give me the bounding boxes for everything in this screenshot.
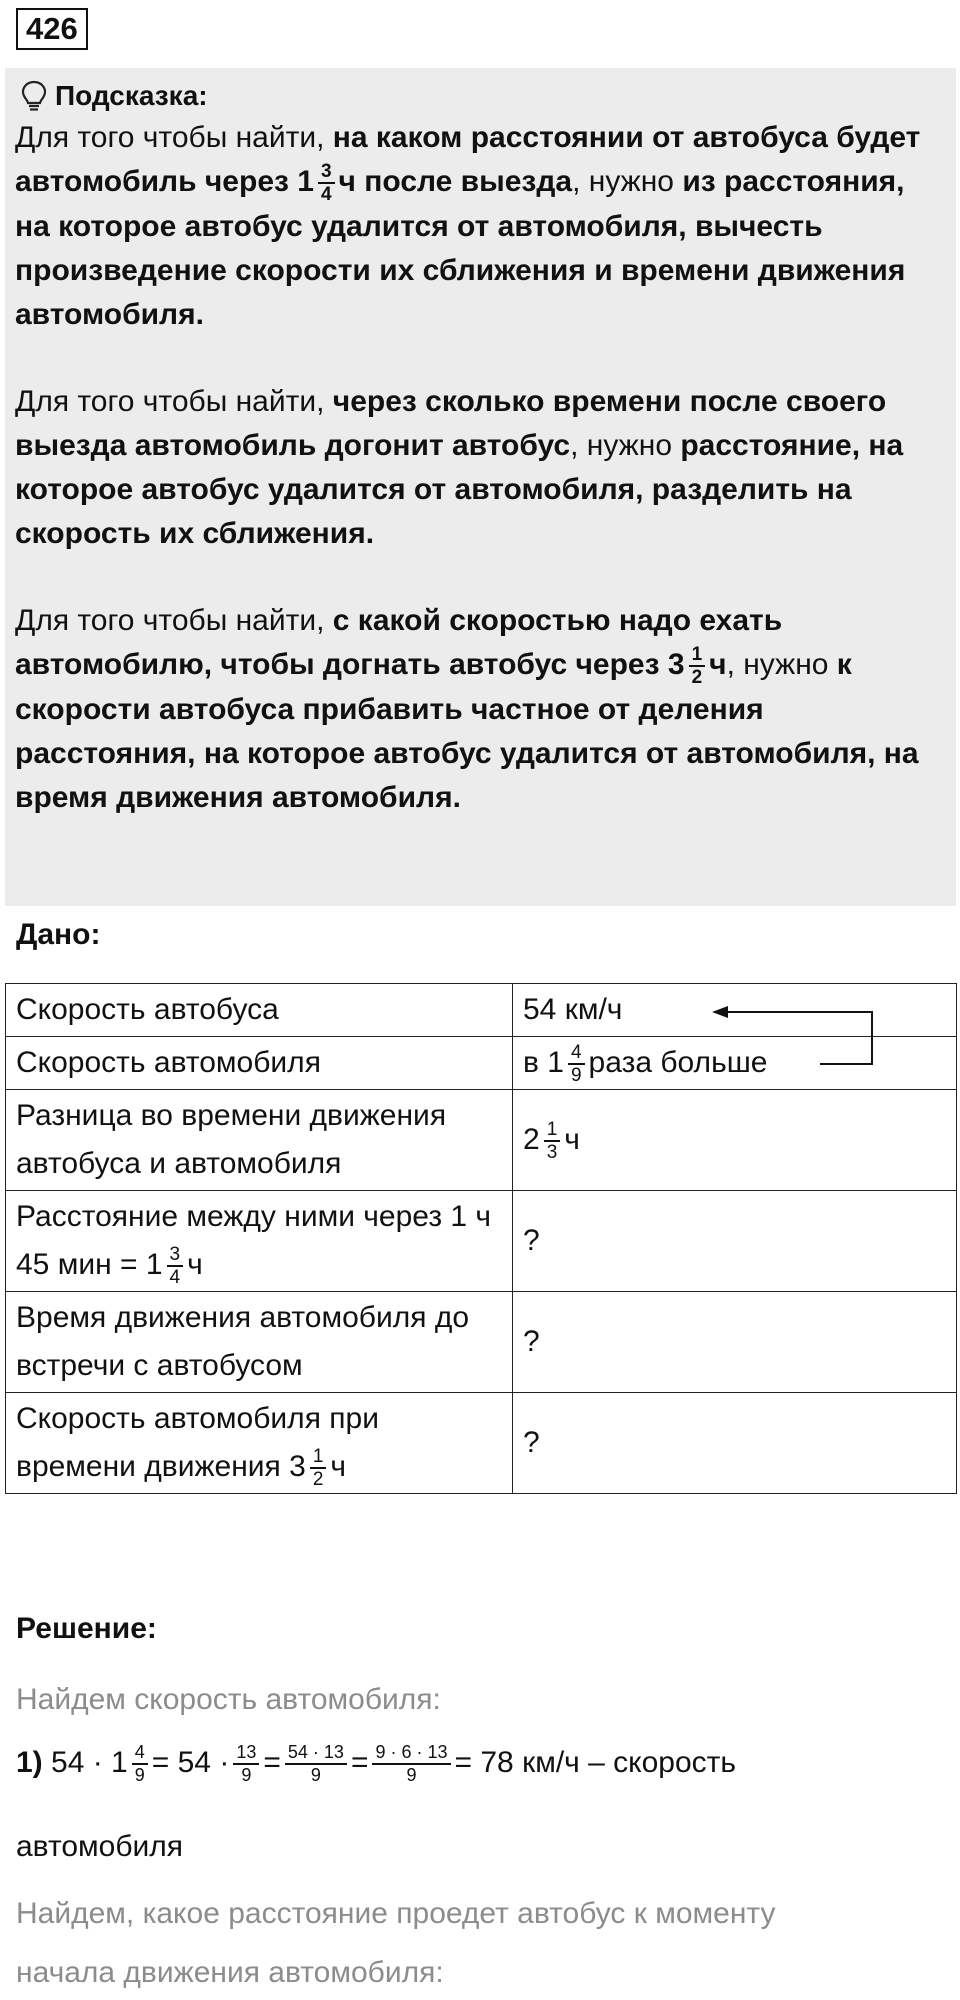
hint-bold-text: ч после выезда	[338, 165, 573, 198]
fraction-denominator: 9	[406, 1765, 417, 1785]
table-cell-label	[6, 1191, 513, 1292]
fraction-denominator: 9	[241, 1765, 252, 1785]
table-cell-value: ?	[513, 1393, 957, 1494]
table-cell-label: Скорость автобуса	[6, 984, 513, 1037]
fraction-numerator: 3	[167, 1244, 184, 1267]
fraction	[544, 1119, 561, 1163]
fraction-numerator: 54 · 13	[285, 1742, 347, 1765]
equation-text: 54 · 1	[51, 1745, 128, 1779]
fraction-numerator: 1	[689, 644, 706, 667]
given-title: Дано:	[16, 918, 101, 951]
step-number: 1)	[16, 1745, 43, 1779]
table-cell-value	[513, 1037, 957, 1090]
hint-paragraph-2	[15, 380, 946, 556]
fraction	[689, 644, 706, 688]
table-cell-label	[6, 1393, 513, 1494]
fraction-denominator: 2	[691, 667, 703, 689]
fraction-numerator: 9 · 6 · 13	[372, 1742, 450, 1765]
label-text: Расстояние между ними через 1 ч 45 мин = 1	[16, 1200, 492, 1281]
fraction-denominator: 9	[570, 1065, 582, 1087]
fraction-numerator: 4	[568, 1042, 585, 1065]
hint-text: , нужно	[572, 165, 683, 198]
fraction	[285, 1742, 347, 1786]
fraction	[167, 1244, 184, 1288]
table-cell-value	[513, 1090, 957, 1191]
fraction-denominator: 3	[546, 1142, 558, 1164]
equals-sign: =	[263, 1745, 281, 1779]
hint-bold-text: расстояние, на которое автобус удалится от автомобиля, разделить на скорость их сближения.	[15, 429, 904, 551]
hint-text: Для того чтобы найти,	[15, 385, 333, 419]
lightbulb-icon	[21, 80, 47, 112]
hint-text: , нужно	[726, 648, 837, 682]
fraction-denominator: 9	[310, 1765, 321, 1785]
fraction	[132, 1742, 148, 1786]
hint-paragraph-3	[15, 599, 946, 820]
fraction-numerator: 3	[318, 161, 335, 184]
table-cell-label: Разница во времени движения автобуса и автомобиля	[6, 1090, 513, 1191]
fraction	[233, 1742, 259, 1786]
table-cell-label: Время движения автомобиля до встречи с автобусом	[6, 1292, 513, 1393]
fraction-denominator: 4	[169, 1267, 181, 1289]
value-text: раза больше	[588, 1046, 768, 1079]
hint-text: Для того чтобы найти,	[15, 121, 333, 154]
table-row	[6, 1191, 957, 1292]
table-cell-value: ?	[513, 1191, 957, 1292]
fraction	[310, 1446, 327, 1490]
hint-title: Подсказка:	[55, 80, 208, 111]
hint-bold-text: ч	[709, 648, 727, 682]
fraction	[318, 161, 335, 205]
equation-text: = 78 км/ч – скорость	[454, 1745, 737, 1779]
fraction-numerator: 1	[310, 1446, 327, 1469]
fraction-denominator: 9	[134, 1765, 145, 1785]
value-text: ч	[564, 1123, 580, 1156]
hint-bold-text: с какой скоростью надо ехать автомобилю, чтобы догнать автобус через 3	[15, 604, 783, 682]
table-cell-label: Скорость автомобиля	[6, 1037, 513, 1090]
table-row	[6, 1393, 957, 1494]
table-cell-value: ?	[513, 1292, 957, 1393]
step1-continuation: автомобиля	[16, 1830, 184, 1863]
table-cell-value: 54 км/ч	[513, 984, 957, 1037]
label-text: ч	[330, 1450, 347, 1483]
hint-text: Для того чтобы найти,	[15, 604, 333, 638]
hint-bold-text: через сколько времени после своего выезда автомобиль догонит автобус	[15, 385, 887, 463]
fraction-denominator: 2	[312, 1469, 324, 1491]
table-row	[6, 1090, 957, 1191]
fraction-denominator: 4	[320, 184, 332, 206]
equation-text: = 54 ·	[151, 1745, 230, 1779]
table-row	[6, 1292, 957, 1393]
fraction	[568, 1042, 585, 1086]
solution-title: Решение:	[16, 1612, 157, 1645]
hint-header	[15, 76, 946, 116]
step1-intro: Найдем скорость автомобиля:	[16, 1683, 441, 1716]
fraction	[372, 1742, 450, 1786]
hint-bold-text: на каком расстоянии от автобуса будет автомобиль через 1	[15, 121, 921, 198]
fraction-numerator: 1	[544, 1119, 561, 1142]
hint-box	[5, 68, 956, 906]
hint-paragraph-1	[15, 116, 946, 337]
given-table	[5, 983, 957, 1494]
hint-bold-text: к скорости автобуса прибавить частное от деления расстояния, на которое автобус удалится от автомобиля, на время движения автомобиля.	[15, 648, 919, 815]
table-row	[6, 984, 957, 1037]
label-text: ч	[187, 1248, 203, 1281]
fraction-numerator: 4	[132, 1742, 148, 1765]
table-row	[6, 1037, 957, 1090]
task-number: 426	[16, 8, 88, 50]
hint-bold-text: из расстояния, на которое автобус удалится от автомобиля, вычесть произведение скорости их сближения и времени движения автомобиля.	[15, 165, 906, 332]
equals-sign: =	[350, 1745, 369, 1779]
step1-equation	[16, 1742, 736, 1786]
step2-intro-line1: Найдем, какое расстояние проедет автобус к моменту	[16, 1897, 776, 1930]
step2-intro-line2: начала движения автомобиля:	[16, 1956, 444, 1989]
fraction-numerator: 13	[233, 1742, 259, 1765]
value-text: 2	[523, 1123, 540, 1156]
hint-text: , нужно	[570, 429, 681, 463]
value-text: в 1	[523, 1046, 564, 1079]
label-text: Скорость автомобиля при времени движения 3	[16, 1402, 379, 1483]
